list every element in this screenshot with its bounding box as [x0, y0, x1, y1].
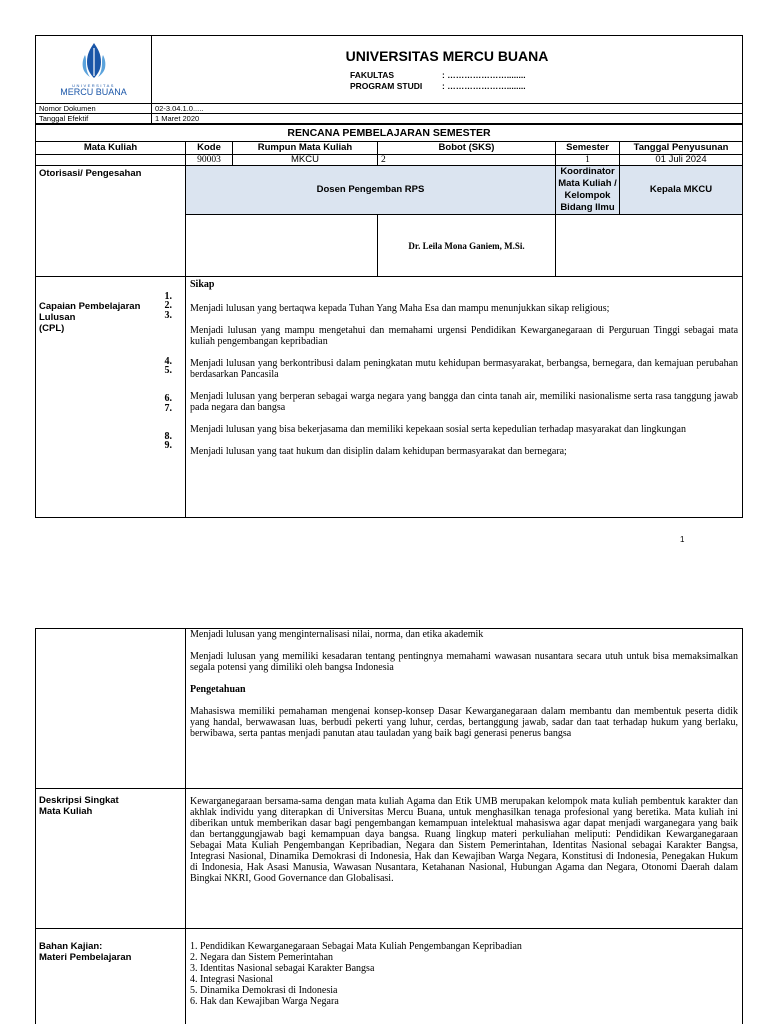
fakultas-value: : …………………........ — [442, 70, 526, 80]
logo-name-text: MERCU BUANA — [60, 87, 127, 97]
col-header-mata-kuliah: Mata Kuliah — [36, 142, 186, 155]
rps-table — [35, 124, 743, 518]
dosen-pengemban-header: Dosen Pengemban RPS — [186, 166, 556, 215]
cpl-item: Menjadi lulusan yang taat hukum dan disiplin dalam kehidupan bermasyarakat dan bernegara; — [190, 446, 567, 457]
cpl-item: Menjadi lulusan yang memiliki kesadaran tentang pentingnya memahami wawasan nusantara secara utuh untuk bisa memaksimalkan segala potensi yang dimiliki oleh bangsa Indonesia — [190, 651, 738, 673]
cpl-item: Menjadi lulusan yang menginternalisasi nilai, norma, dan etika akademik — [190, 629, 484, 640]
cpl-item: Menjadi lulusan yang bertaqwa kepada Tuhan Yang Maha Esa dan mampu menunjukkan sikap religious; — [190, 303, 610, 314]
tanggal-efektif-value: 1 Maret 2020 — [152, 114, 743, 124]
document-page-1 — [35, 35, 742, 518]
cpl-item: Menjadi lulusan yang berkontribusi dalam peningkatan mutu kehidupan bermasyarakat, berbangsa, bernegara, dan kemajuan perubahan berdasarkan Pancasila — [190, 358, 739, 380]
fakultas-label: FAKULTAS — [350, 70, 395, 80]
list-item: 2. Negara dan Sistem Pemerintahan — [190, 952, 334, 963]
prodi-value: : …………………........ — [442, 81, 526, 91]
cpl-label-line-1: Capaian Pembelajaran — [39, 301, 141, 312]
value-kode: 90003 — [186, 155, 233, 166]
logo-cell — [36, 36, 152, 104]
tanggal-efektif-label: Tanggal Efektif — [36, 114, 152, 124]
list-item: 1. Pendidikan Kewarganegaraan Sebagai Mata Kuliah Pengembangan Kepribadian — [190, 941, 522, 952]
cpl-label-cell — [36, 277, 186, 518]
cpl-number-list: 1. 2. 3. 4. 5. 6. 7. 8. 9. — [164, 291, 172, 452]
value-bobot: 2 — [378, 155, 556, 166]
deskripsi-content-cell — [186, 789, 743, 929]
value-semester: 1 — [556, 155, 620, 166]
university-logo-icon — [81, 42, 107, 80]
koordinator-name: Dr. Leila Mona Ganiem, M.Si. — [378, 215, 556, 277]
kepala-signature-cell — [556, 215, 743, 277]
nomor-dokumen-label: Nomor Dokumen — [36, 104, 152, 114]
kepala-mkcu-header: Kepala MKCU — [620, 166, 743, 215]
cpl-label-line-2: Lulusan — [39, 312, 76, 323]
value-rumpun: MKCU — [233, 155, 378, 166]
cpl-continued-cell — [186, 629, 743, 789]
koordinator-header: Koordinator Mata Kuliah / Kelompok Bidang Ilmu — [556, 166, 620, 215]
document-page-2 — [35, 628, 742, 1024]
university-title: UNIVERSITAS MERCU BUANA — [345, 48, 549, 64]
deskripsi-label-cell — [36, 789, 186, 929]
cpl-continued-label-cell — [36, 629, 186, 789]
bahan-kajian-label-cell — [36, 929, 186, 1024]
header-table — [35, 35, 743, 124]
sikap-heading: Sikap — [190, 279, 215, 290]
pengetahuan-heading: Pengetahuan — [190, 684, 246, 695]
bahan-label-line-1: Bahan Kajian: — [39, 941, 103, 952]
list-item: 4. Integrasi Nasional — [190, 974, 274, 985]
value-mata-kuliah — [36, 155, 186, 166]
cpl-item: Menjadi lulusan yang mampu mengetahui dan memahami urgensi Pendidikan Kewarganegaraan di Perguruan Tinggi sebagai mata kuliah pengembangan kepribadian — [190, 325, 739, 347]
cpl-label-line-3: (CPL) — [39, 323, 65, 334]
rps-table-continued — [35, 628, 743, 1024]
page-number: 1 — [680, 535, 685, 544]
bahan-label-line-2: Materi Pembelajaran — [39, 952, 132, 963]
nomor-dokumen-value: 02-3.04.1.0..... — [152, 104, 743, 114]
logo-top-text: UNIVERSITAS — [72, 83, 115, 88]
cpl-content-cell — [186, 277, 743, 518]
list-item: 3. Identitas Nasional sebagai Karakter Bangsa — [190, 963, 375, 974]
col-header-rumpun: Rumpun Mata Kuliah — [233, 142, 378, 155]
pengetahuan-text: Mahasiswa memiliki pemahaman mengenai konsep-konsep Dasar Kewarganegaraan dalam membantu dan membentuk peserta didik yang handal, berwawasan luas, berbudi pekerti yang luhur, cerdas, bertanggung jawab, sadar dan taat terhadap hukum yang berlaku, berwibawa, serta pantas menjadi panutan atau tauladan yang baik bagi generasi penerus bangsa — [190, 706, 738, 739]
bahan-kajian-list — [190, 941, 738, 1007]
list-item: 5. Dinamika Demokrasi di Indonesia — [190, 985, 338, 996]
col-header-semester: Semester — [556, 142, 620, 155]
cpl-item: Menjadi lulusan yang berperan sebagai warga negara yang bangga dan cinta tanah air, memiliki nasionalisme serta rasa tanggung jawab pada negara dan bangsa — [190, 391, 739, 413]
prodi-label: PROGRAM STUDI — [350, 81, 423, 91]
deskripsi-label-line-2: Mata Kuliah — [39, 806, 93, 817]
otorisasi-label: Otorisasi/ Pengesahan — [36, 166, 186, 277]
list-item: 6. Hak dan Kewajiban Warga Negara — [190, 996, 339, 1007]
title-cell — [152, 36, 743, 104]
col-header-bobot: Bobot (SKS) — [378, 142, 556, 155]
rps-title: RENCANA PEMBELAJARAN SEMESTER — [36, 125, 743, 142]
deskripsi-text: Kewarganegaraan bersama-sama dengan mata kuliah Agama dan Etik UMB merupakan kelompok mata kuliah pembentuk karakter dan akhlak individu yang diterapkan di Universitas Mercu Buana, untuk menghasilkan tenaga profesional yang beretika. Mata kuliah ini diberikan untuk memberikan dasar bagi pengembangan kemampuan intelektual mahasiswa agar dapat menjadi warganegara yang baik dan bertanggungjawab bagi kemampuan daya bangsa. Ruang lingkup materi perkuliahan meliputi: Pendidikan Kewarganegaraan Sebagai Mata Kuliah Pengembangan Kepribadian, Negara dan Sistem Pemerintahan, Identitas Nasional sebagai Karakter Bangsa, Integrasi Nasional, Dinamika Demokrasi di Indonesia, Hak dan Kewajiban Warga Negara, Konstitusi di Indonesia, Penegakan Hukum di Indonesia, Hak Asasi Manusia, Wawasan Nusantara, Ketahanan Nasional, Hubungan Agama dan Negara, Otonomi Daerah dalam Bingkai NKRI, Good Governance dan Globalisasi. — [190, 796, 738, 884]
value-tanggal: 01 Juli 2024 — [620, 155, 743, 166]
cpl-item: Menjadi lulusan yang bisa bekerjasama dan memiliki kepekaan sosial serta kepedulian terhadap masyarakat dan lingkungan — [190, 424, 686, 435]
col-header-tanggal: Tanggal Penyusunan — [620, 142, 743, 155]
col-header-kode: Kode — [186, 142, 233, 155]
deskripsi-label-line-1: Deskripsi Singkat — [39, 795, 119, 806]
bahan-kajian-content-cell — [186, 929, 743, 1024]
dosen-signature-cell — [186, 215, 378, 277]
